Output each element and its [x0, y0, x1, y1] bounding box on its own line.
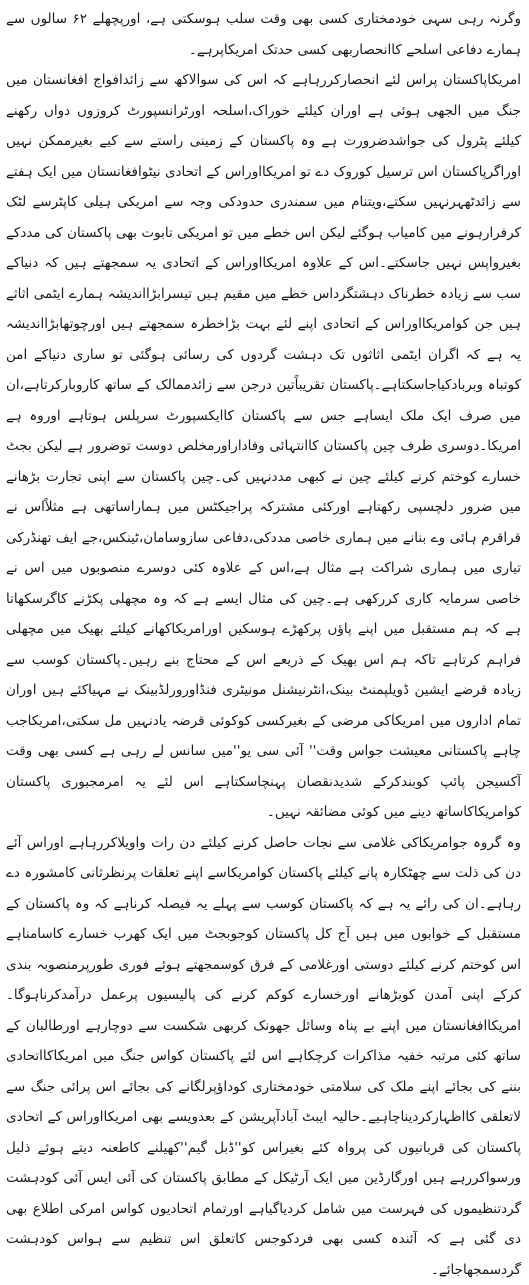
article-paragraph-3: وہ گروہ جوامریکاکی غلامی سے نجات حاصل کرنے کیلئے دن رات واویلاکررہاہے اوراس آئے دن کی ذلت سے چھٹکارہ پانے کیلئے پاکستان کوامریکاسے اپنے تعلقات پرنظرثانی کامشورہ دے رہاہے۔ان کی رائے یہ ہے کہ پاکستان کوسب سے پہلے یہ فیصلہ کرناہے کہ وہ پاکستان کے مستقبل کے خوابوں میں ہیں آج کل پاکستان کوجوبجٹ میں ایک کھرب خسارے کاسامناہے اس کوختم کرنے کیلئے دوستی اورغلامی کے فرق کوسمجھتے ہوئے فوری طورپرمنصوبہ بندی کرکے اپنی آمدن کوبڑھانے اورخسارے کوکم کرنے کی پالیسیوں پرعمل درآمدکرناہوگا۔امریکاافغانستان میں اپنے بے پناہ وسائل جھونک کربھی شکست سے دوچارہے اورطالبان کے ساتھ کئی مرتبہ خفیہ مذاکرات کرچکاہے اس لئے پاکستان کواس جنگ میں امریکاکااتحادی بننے کی بجائے اپنے ملک کی سلامتی خودمختاری کوداؤپرلگانے کی بجائے اس پرائی جنگ سے لاتعلقی کااظہارکردیناچاہیے۔حالیہ ایبٹ آبادآپریشن کے بعدویسے بھی امریکااوراس کے اتحادی پاکستان کی قربانیوں کی پرواہ کئے بغیراس کو''ڈبل گیم''کھیلنے کاطعنہ دیتے ہوئے ذلیل ورسواکررہے ہیں اورگارڈین میں ایک آرٹیکل کے مطابق پاکستان کی آئی ایس آئی کودہشت گردتنظیموں کی فہرست میں شامل کردیاگیاہے اورتمام اتحادیوں کواس امرکی اطلاع بھی دی گئی ہے کہ آئندہ کسی بھی فردکوجس کاتعلق اس تنظیم سے ہواس کودہشت گردسمجھاجائے۔	[6, 828, 521, 1285]
article-paragraph-1: وگرنہ رہی سہی خودمختاری کسی بھی وقت سلب ہوسکتی ہے، اورپچھلے ۶۲ سالوں سے ہمارے دفاعی اسلحے کاانحصاربھی کسی حدتک امریکاپرہے۔	[6, 4, 521, 65]
article-paragraph-2: امریکاپاکستان پراس لئے انحصارکررہاہے کہ اس کی سوالاکھ سے زائدافواج افغانستان میں جنگ میں الجھی ہوئی ہے اوران کیلئے خوراک،اسلحہ اورٹرانسپورٹ کروزوں دواں رکھنے کیلئے پٹرول کی جواشدضرورت ہے وہ پاکستان کے زمینی راستے سے کیے بغیرممکن نہیں اوراگرپاکستان اس ترسیل کوروک دے تو امریکااوراس کے اتحادی نیٹوافغانستان میں ایک ہفتے سے زائدٹھہرنہیں سکتے،ویتنام میں سمندری حدودکی وجہ سے امریکی ہیلی کاپٹرسے لٹک کرفرارہونے میں کامیاب ہوگئے لیکن اس خطے میں تو امریکی تابوت بھی پاکستان کی مددکے بغیرواپس نہیں جاسکتے۔اس کے علاوہ امریکااوراس کے اتحادی یہ سمجھتے ہیں کہ دنیاکے سب سے زیادہ خطرناک دہشتگرداس خطے میں مقیم ہیں تیسرابڑااندیشہ ہمارے ایٹمی اثاثے ہیں جن کوامریکااوراس کے اتحادی اپنے لئے بہت بڑاخطرہ سمجھتے ہیں اورچوتھابڑااندیشہ یہ ہے کہ اگران ایٹمی اثاثوں تک دہشت گردوں کی رسائی ہوگئی تو ساری دنیاکے امن کوتباہ وبربادکیاجاسکتاہے۔پاکستان تقریباًتین درجن سے زائدممالک کے ساتھ کاروبارکرتاہے،ان میں صرف ایک ملک ایساہے جس سے پاکستان کاایکسپورٹ سرپلس ہوتاہے اوروہ ہے امریکا۔دوسری طرف چین پاکستان کاانتہائی وفاداراورمخلص دوست توضرور ہے لیکن بجٹ خسارے کوختم کرنے کیلئے چین نے کبھی مددنہیں کی۔چین پاکستان سے اپنی تجارت بڑھانے میں ضرور دلچسپی رکھتاہے اورکئی مشترکہ پراجیکٹس میں ہماراساتھی ہے مثلاًاس نے قراقرم ہائی وے بنانے میں ہماری خاصی مددکی،دفاعی سازوسامان،ٹینکس،جے ایف تھنڈرکی تیاری میں ہماری شراکت ہے مثال ہے،اس کے علاوہ کئی دوسرے منصوبوں میں اس نے خاصی سرمایہ کاری کررکھی ہے۔چین کی مثال ایسے ہے کہ وہ مچھلی پکڑنے کاگرسکھاتا ہے کہ ہم مستقبل میں اپنے پاؤں پرکھڑے ہوسکیں اورامریکاکھانے کیلئے بھیک میں مچھلی فراہم کرتاہے تاکہ ہم اس بھیک کے ذریعے اس کے محتاج بنے رہیں۔پاکستان کوسب سے زیادہ قرضے ایشین ڈویلپمنٹ بینک،انٹرنیشنل مونیٹری فنڈاورورلڈبینک نے مہیاکئے ہیں اوران تمام اداروں میں امریکاکی مرضی کے بغیرکسی کوکوئی قرضہ یادنہیں مل سکتی،امریکاجب چاہے پاکستانی معیشت جواس وقت'' آئی سی یو''میں سانس لے رہی ہے کسی بھی وقت آکسیجن پائپ کوبندکرکے شدیدنقصان پہنچاسکتاہے اس لئے یہ امرمجبوری پاکستان کوامریکاکاساتھ دینے میں کوئی مضائقہ نہیں۔	[6, 65, 521, 828]
